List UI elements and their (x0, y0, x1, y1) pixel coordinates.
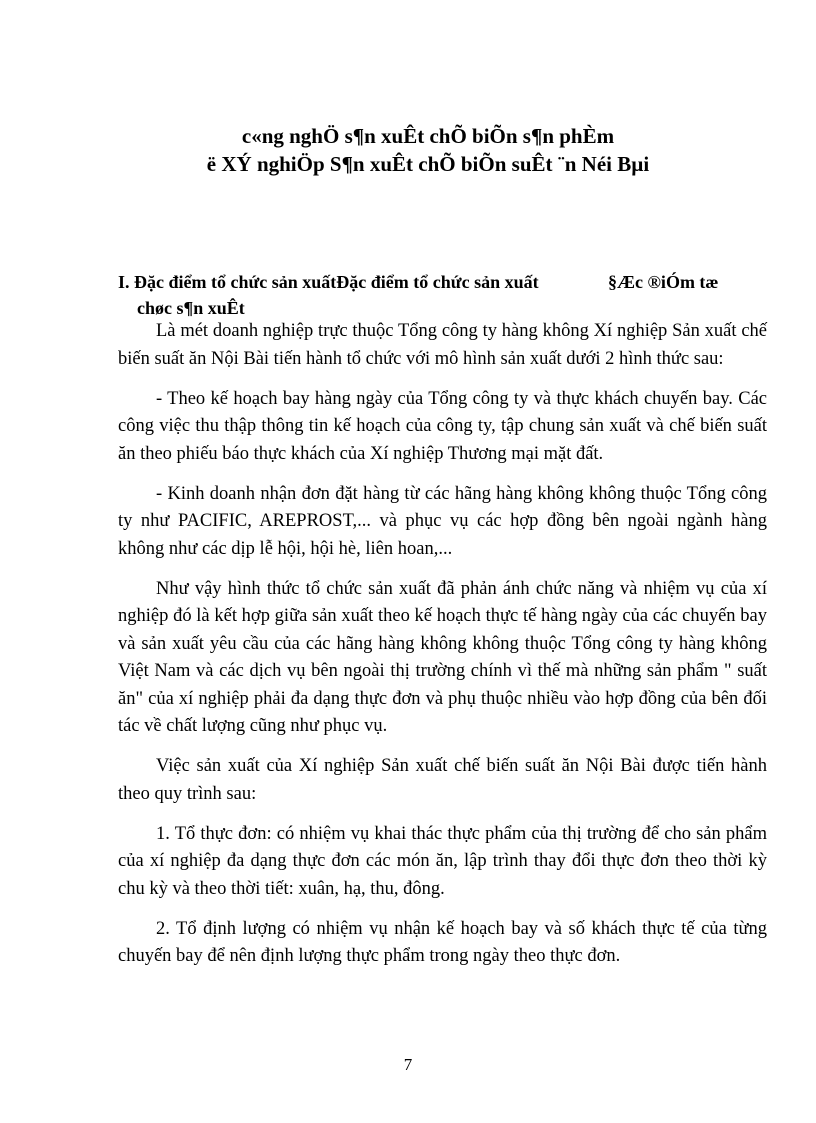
paragraph-summary: Như vậy hình thức tổ chức sản xuất đã phản ánh chức năng và nhiệm vụ của xí nghiệp đó là kết hợp giữa sản xuất theo kế hoạch thực tế hàng ngày của các chuyến bay và sản xuất yêu cầu của các hãng hàng không không thuộc Tổng công ty hàng không Việt Nam và các dịch vụ bên ngoài thị trường chính vì thế mà những sản phẩm " suất ăn" của xí nghiệp phải đa dạng thực đơn và phụ thuộc nhiều vào hợp đồng của bên đối tác về chất lượng cũng như phục vụ. (118, 578, 767, 736)
document-title-line-1: c«ng nghÖ s¶n xuÊt chÕ biÕn s¶n phÈm (241, 124, 615, 148)
paragraph-form-1: - Theo kế hoạch bay hàng ngày của Tổng công ty và thực khách chuyến bay. Các công việc thu thập thông tin kế hoạch của công ty, tập chung sản xuất và chế biến suất ăn theo phiếu báo thực khách của Xí nghiệp Thương mại mặt đất. (118, 388, 767, 464)
paragraph-step-2: 2. Tổ định lượng có nhiệm vụ nhận kế hoạch bay và số khách thực tế của từng chuyến bay để nên định lượng thực phẩm trong ngày theo thực đơn. (118, 918, 767, 966)
body-text (118, 318, 767, 983)
page-number: 7 (403, 1055, 413, 1074)
section-heading-label: I. Đặc điểm tổ chức sản xuấtĐặc điểm tổ chức sản xuất (118, 272, 539, 292)
paragraph-form-2: - Kinh doanh nhận đơn đặt hàng từ các hãng hàng không không thuộc Tổng công ty như PACIFIC, AREPROST,... và phục vụ các hợp đồng bên ngoài ngành hàng không như các dịp lễ hội, hội hè, liên hoan,... (118, 483, 767, 559)
section-heading-garbled-b: chøc s¶n xuÊt (137, 298, 245, 318)
paragraph-process-intro: Việc sản xuất của Xí nghiệp Sản xuất chế biến suất ăn Nội Bài được tiến hành theo quy trình sau: (118, 756, 767, 804)
document-title-line-2: ë XÝ nghiÖp S¶n xuÊt chÕ biÕn suÊt ¨n Néi Bµi (206, 152, 650, 176)
section-heading-garbled-a: §Æc ®iÓm tæ (608, 272, 719, 292)
paragraph-intro: Là mét doanh nghiệp trực thuộc Tổng công ty hàng không Xí nghiệp Sản xuất chế biến suất ăn Nội Bài tiến hành tổ chức với mô hình sản xuất dưới 2 hình thức sau: (118, 321, 767, 369)
paragraph-step-1: 1. Tổ thực đơn: có nhiệm vụ khai thác thực phẩm của thị trường để cho sản phẩm của xí nghiệp đa dạng thực đơn các món ăn, lập trình thay đổi thực đơn theo thời kỳ chu kỳ và theo thời tiết: xuân, hạ, thu, đông. (118, 823, 767, 899)
